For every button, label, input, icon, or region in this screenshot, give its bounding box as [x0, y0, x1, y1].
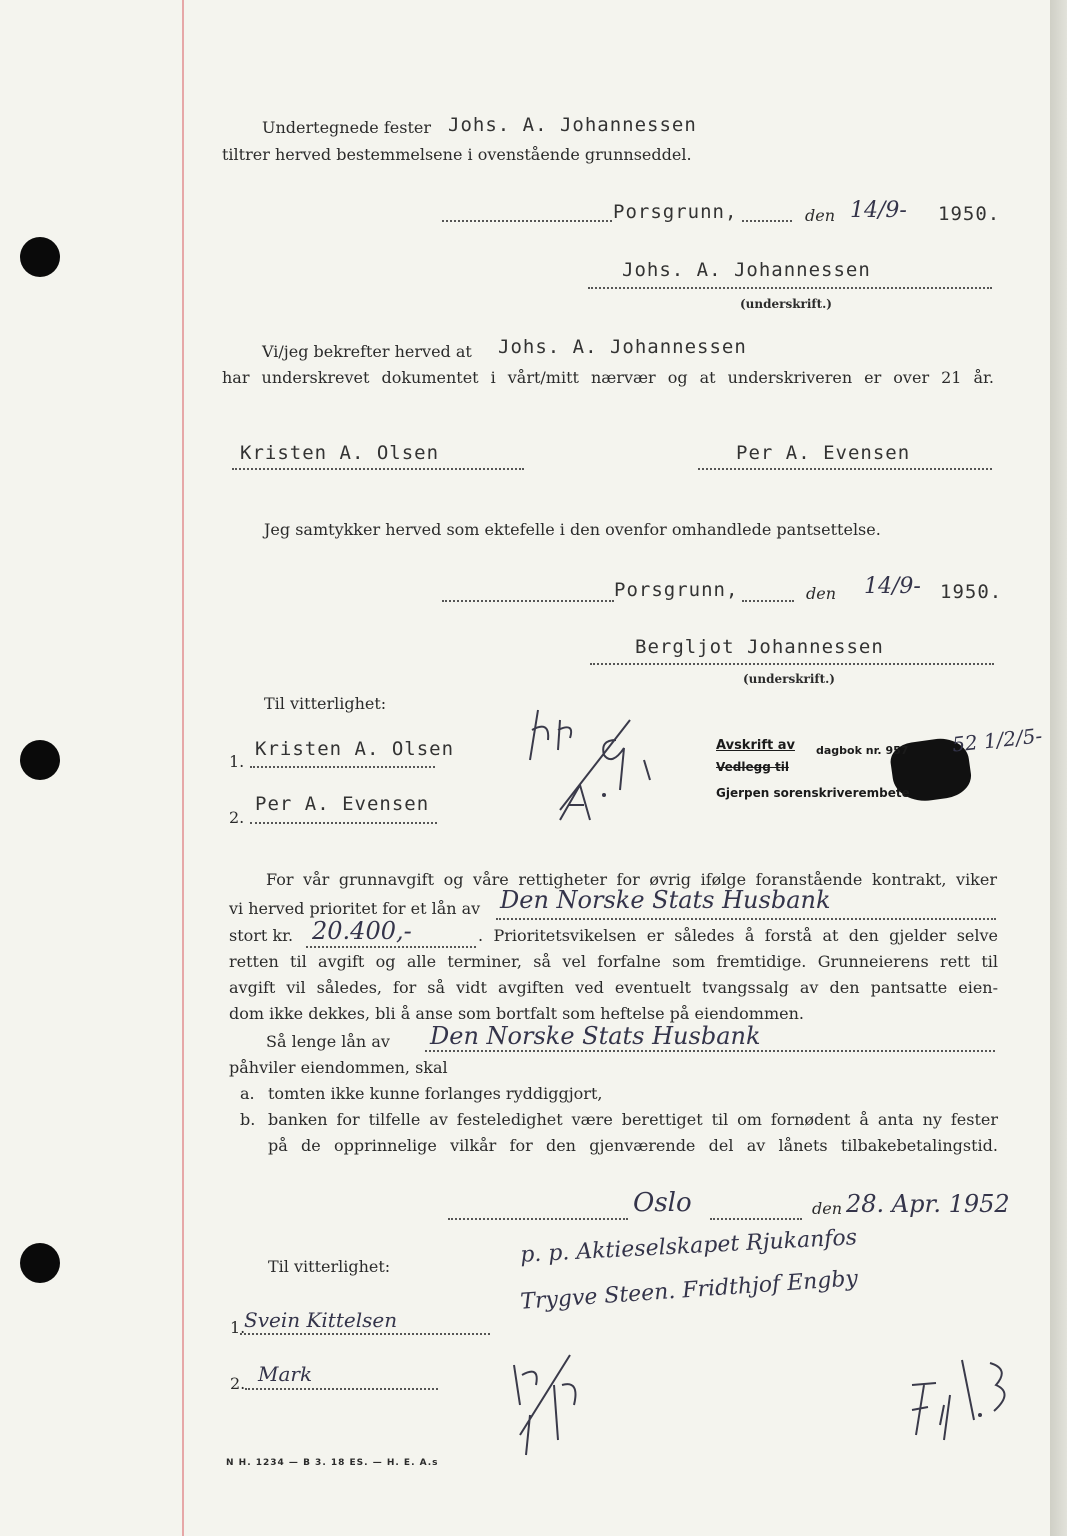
fester-label: Undertegnede fester: [262, 118, 432, 137]
date-3-handwritten: 28. Apr. 1952: [846, 1190, 1010, 1218]
item-b-label: b.: [240, 1110, 256, 1129]
dotted-line: [306, 946, 476, 948]
dotted-line: [232, 468, 524, 470]
para-line-1: For vår grunnavgift og våre rettigheter for øvrig ifølge foranstående kontrakt, viker: [266, 870, 997, 889]
para-line-2-text: vi herved prioritet for et lån av: [229, 899, 481, 918]
para-line-5: avgift vil således, for så vidt avgiften ved eventuelt tvangssalg av den pantsatte eien-: [229, 978, 998, 997]
stamp-line-2: Vedlegg til: [716, 760, 789, 774]
place-3-handwritten: Oslo: [633, 1188, 692, 1218]
loan-amount-handwritten: 20.400,-: [312, 917, 412, 945]
witness-3-number: 1.: [230, 1318, 246, 1337]
item-b-line-2: på de opprinnelige vilkår for den gjenværende del av lånets tilbakebetalingstid.: [268, 1136, 998, 1155]
signature-1: Johs. A. Johannessen: [622, 259, 871, 281]
witness-4-number: 2.: [230, 1374, 246, 1393]
dotted-line: [496, 918, 996, 920]
consent-text: Jeg samtykker herved som ektefelle i den ovenfor omhandlede pantsettelse.: [264, 520, 881, 539]
handwritten-initials: [520, 700, 660, 830]
witness-3-handwritten: Svein Kittelsen: [244, 1308, 398, 1332]
confirm-line-2: har underskrevet dokumentet i vårt/mitt nærvær og at underskriveren er over 21 år.: [222, 368, 994, 387]
item-a-text: tomten ikke kunne forlanges ryddiggjort,: [268, 1084, 603, 1103]
margin-rule: [182, 0, 184, 1536]
place-1: Porsgrunn,: [613, 201, 738, 223]
den-label: den: [812, 1199, 843, 1218]
witness-4-handwritten: Mark: [258, 1362, 313, 1386]
dotted-line: [742, 600, 794, 602]
dotted-line: [240, 1333, 490, 1335]
witness-right: Per A. Evensen: [736, 442, 911, 464]
lender-name-handwritten-2: Den Norske Stats Husbank: [430, 1022, 761, 1050]
punch-hole: [20, 1243, 60, 1283]
dotted-line: [250, 766, 435, 768]
signature-line: [590, 663, 994, 665]
para-line-4: retten til avgift og alle terminer, så vel forfalne som fremtidige. Grunneierens rett til: [229, 952, 998, 971]
underskrift-1: (underskrift.): [740, 297, 832, 311]
witness-1-number: 1.: [229, 752, 245, 771]
confirm-label: Vi/jeg bekrefter herved at: [262, 342, 472, 361]
registration-stamp: [712, 730, 972, 810]
dotted-line: [250, 822, 437, 824]
sa-lenge-label: Så lenge lån av: [266, 1032, 390, 1051]
underskrift-2: (underskrift.): [743, 672, 835, 686]
para-line-3-text: . Prioritetsvikelsen er således å forstå at den gjelder selve: [478, 926, 998, 945]
handwritten-initials-3: [900, 1355, 1020, 1450]
punch-hole: [20, 237, 60, 277]
stamp-line-1: Avskrift av: [716, 738, 795, 753]
witness-1-name: Kristen A. Olsen: [255, 738, 455, 760]
dotted-line: [442, 220, 612, 222]
date-2-day: 14/9-: [864, 574, 921, 599]
confirm-name: Johs. A. Johannessen: [498, 336, 747, 358]
handwritten-initials-2: [500, 1345, 600, 1465]
form-footer-code: N H. 1234 — B 3. 18 ES. — H. E. A.s: [226, 1458, 439, 1468]
stamp-line-1b: dagbok nr. 957: [816, 744, 909, 757]
witness-left: Kristen A. Olsen: [240, 442, 440, 464]
para-line-6: dom ikke dekkes, bli å anse som bortfalt som heftelse på eiendommen.: [229, 1004, 804, 1023]
vitterlighet-label-1: Til vitterlighet:: [264, 694, 387, 713]
date-2-year: 1950.: [940, 581, 1003, 603]
vitterlighet-label-2: Til vitterlighet:: [268, 1257, 391, 1276]
pahviler-text: påhviler eiendommen, skal: [229, 1058, 448, 1077]
signature-2: Bergljot Johannessen: [635, 636, 884, 658]
date-1-year: 1950.: [938, 203, 1001, 225]
fester-name: Johs. A. Johannessen: [448, 114, 697, 136]
stamp-line-3: Gjerpen sorenskriverembete: [716, 786, 910, 800]
tiltrer-text: tiltrer herved bestemmelsene i ovenstående grunnseddel.: [222, 145, 692, 164]
lender-name-handwritten: Den Norske Stats Husbank: [500, 886, 831, 914]
para-line-3-label: stort kr.: [229, 926, 294, 945]
stamp-handwritten-number: 52 1/2/5-: [950, 723, 1044, 757]
company-signature-line-1: p. p. Aktieselskapet Rjukanfos: [519, 1225, 858, 1268]
witness-2-number: 2.: [229, 808, 245, 827]
signature-line: [588, 287, 992, 289]
dotted-line: [742, 220, 792, 222]
item-a-label: a.: [240, 1084, 255, 1103]
company-signature-line-2: Trygve Steen. Fridthjof Engby: [519, 1266, 859, 1315]
dotted-line: [245, 1388, 438, 1390]
den-label: den: [805, 206, 836, 225]
dotted-line: [698, 468, 992, 470]
dotted-line: [425, 1050, 995, 1052]
dotted-line: [442, 600, 614, 602]
witness-2-name: Per A. Evensen: [255, 793, 430, 815]
item-b-line-1: banken for tilfelle av festeledighet være berettiget til om fornødent å anta ny fester: [268, 1110, 998, 1129]
page-edge: [1050, 0, 1067, 1536]
dotted-line: [448, 1218, 628, 1220]
punch-hole: [20, 740, 60, 780]
dotted-line: [710, 1218, 802, 1220]
place-2: Porsgrunn,: [614, 579, 739, 601]
date-1-day: 14/9-: [850, 198, 907, 223]
den-label: den: [806, 584, 837, 603]
